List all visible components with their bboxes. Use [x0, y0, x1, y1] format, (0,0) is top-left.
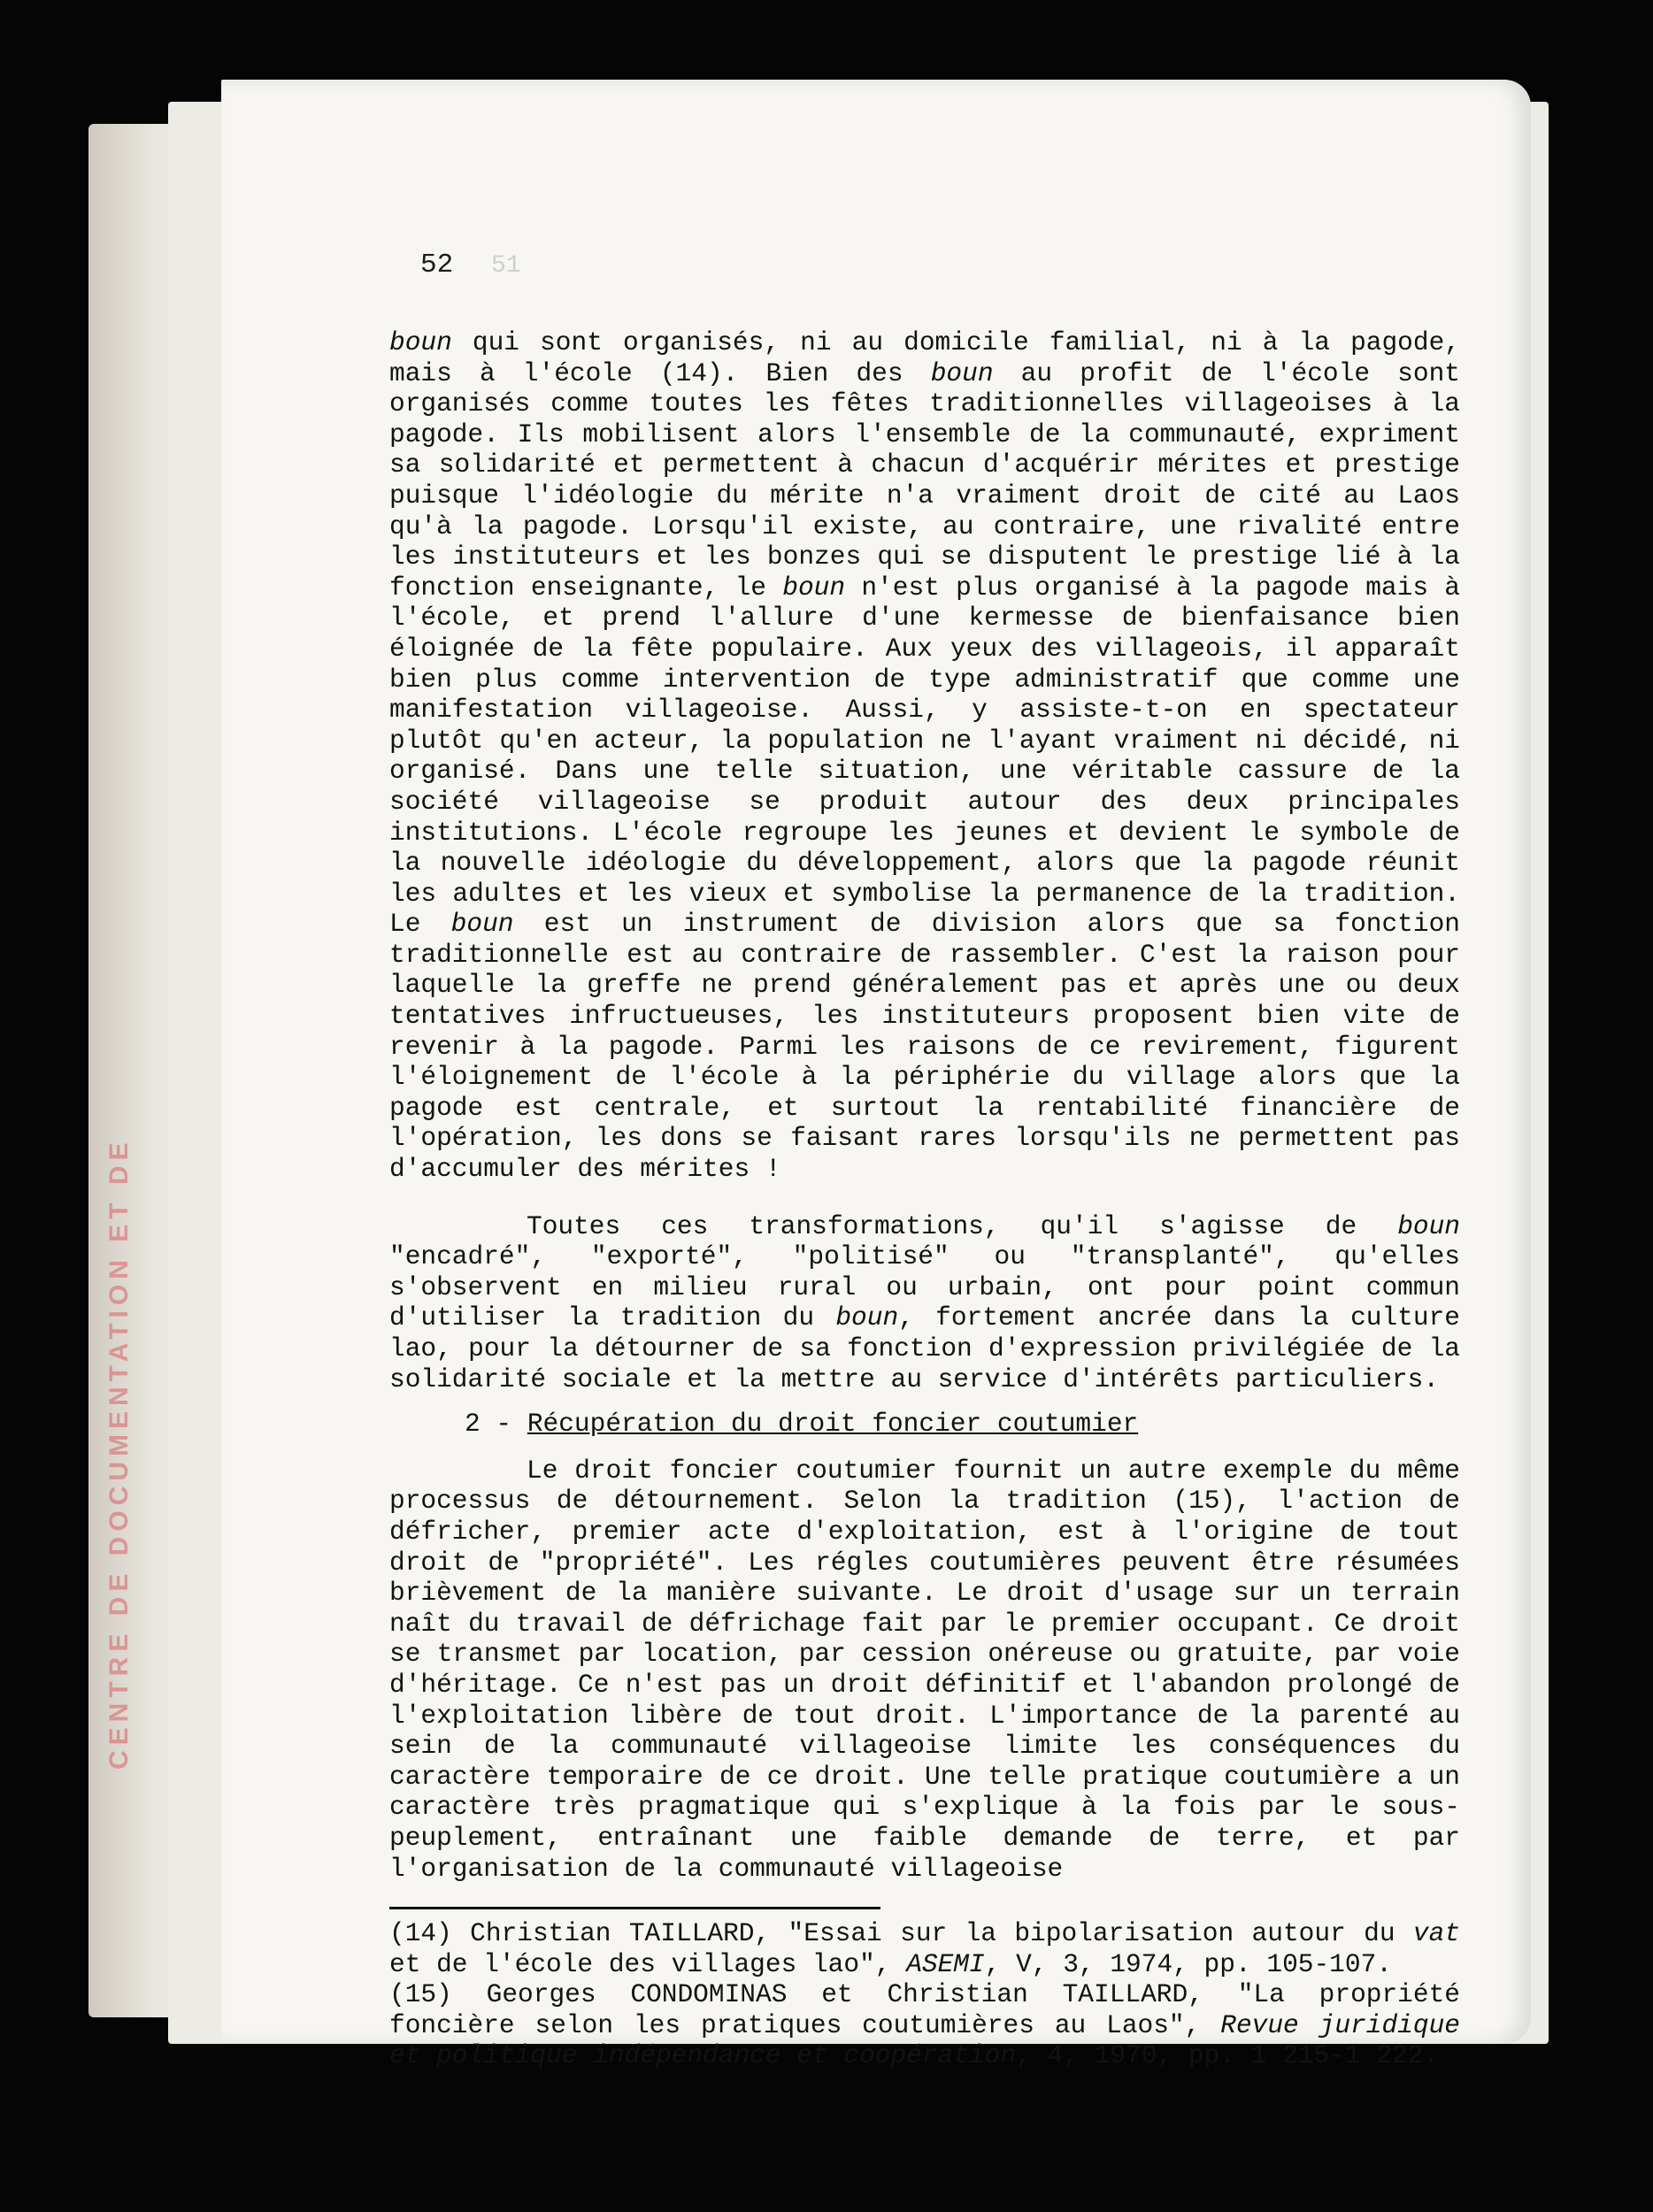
italic-term: boun — [782, 572, 846, 603]
bleed-through-page-number: 51 — [491, 252, 521, 280]
text-run: et de l'école des villages lao", — [389, 1948, 907, 1979]
text-run: n'est plus organisé à la pagode mais à l'école, et prend l'allure d'une kermesse de bienfaisance bien éloignée de la fête populaire. Aux yeux des villageois, il apparaît bien plus comme intervention de type administratif que comme une manifestation villageoise. Aussi, y assiste-t-on en spectateur plutôt qu'en acteur, la population ne l'ayant vraiment ni décidé, ni organisé. Dans une telle situation, une véritable cassure de la société villageoise se produit autour des deux principales institutions. L'école regroupe les jeunes et devient le symbole de la nouvelle idéologie du développement, alors que la pagode réunit les adultes et les vieux et symbolise la permanence de la tradition. Le — [389, 572, 1460, 940]
text-run: , fortement ancrée dans la culture lao, pour la détourner de sa fonction d'expression privilégiée de la solidarité sociale et la mettre au service d'intérêts particuliers. — [389, 1302, 1460, 1394]
text-run: au profit de l'école sont organisés comme toutes les fêtes traditionnelles villageoises à la pagode. Ils mobilisent alors l'ensemble de la communauté, expriment sa solidarité et permettent à chacun d'acquérir mérites et prestige puisque l'idéologie du mérite n'a vraiment droit de cité au Laos qu'à la pagode. Lorsqu'il existe, au contraire, une rivalité entre les instituteurs et les bonzes qui se disputent le prestige lié à la fonction enseignante, le — [389, 357, 1460, 603]
text-run: qui sont organisés, ni au domicile familial, ni à la pagode, mais à l'école (14). Bien des — [389, 327, 1460, 388]
paragraph-2 — [389, 1211, 1460, 1395]
footnote-14 — [389, 1918, 1460, 1979]
italic-term: vat — [1412, 1918, 1460, 1949]
italic-term: boun — [835, 1302, 899, 1333]
paragraph-3: Le droit foncier coutumier fournit un autre exemple du même processus de détournement. Selon la tradition (15), l'action de défricher, premier acte d'exploitation, est à l'origine de tout droit de "propriété". Les régles coutumières peuvent être résumées brièvement de la manière suivante. Le droit d'usage sur un terrain naît du travail de défrichage fait par le premier occupant. Ce droit se transmet par location, par cession onéreuse ou gratuite, par voie d'héritage. Ce n'est pas un droit définitif et l'abandon prolongé de l'exploitation libère de tout droit. L'importance de la parenté au sein de la communauté villageoise limite les conséquences du caractère temporaire de ce droit. Une telle pratique coutumière a un caractère très pragmatique qui s'explique à la fois par le sous-peuplement, entraînant une faible demande de terre, et par l'organisation de la communauté villageoise — [389, 1455, 1460, 1884]
italic-term: boun — [389, 327, 452, 357]
italic-term: boun — [1397, 1210, 1460, 1241]
page-number: 52 — [420, 250, 454, 280]
text-run: Toutes ces transformations, qu'il s'agisse de — [527, 1210, 1398, 1241]
italic-term: ASEMI — [906, 1948, 985, 1979]
page-content — [389, 327, 1460, 2071]
footnote-15 — [389, 1979, 1460, 2071]
italic-term: Revue juridique et politique indépendance et coopération — [389, 2009, 1460, 2071]
italic-term: boun — [930, 357, 994, 388]
section-title: Récupération du droit foncier coutumier — [527, 1409, 1139, 1440]
text-run: , 4, 1970, pp. 1 215-1 222. — [1016, 2040, 1440, 2071]
footnote-separator — [389, 1907, 880, 1909]
footnotes — [389, 1918, 1460, 2071]
text-run: "encadré", "exporté", "politisé" ou "transplanté", qu'elles s'observent en milieu rural ou urbain, ont pour point commun d'utiliser la tradition du — [389, 1241, 1460, 1333]
text-run: est un instrument de division alors que sa fonction traditionnelle est au contraire de rassembler. C'est la raison pour laquelle la greffe ne prend généralement pas et après une ou deux tentatives infructueuses, les instituteurs proposent bien vite de revenir à la pagode. Parmi les raisons de ce revirement, figurent l'éloignement de l'école à la périphérie du village alors que la pagode est centrale, et surtout la rentabilité financière de l'opération, les dons se faisant rares lorsqu'ils ne permettent pas d'accumuler des mérites ! — [389, 909, 1460, 1185]
text-run: (14) Christian TAILLARD, "Essai sur la bipolarisation autour du — [389, 1918, 1413, 1949]
paragraph-1 — [389, 327, 1460, 1185]
library-stamp: CENTRE DE DOCUMENTATION ET DE — [104, 1137, 134, 1770]
text-run: , V, 3, 1974, pp. 105-107. — [984, 1948, 1392, 1979]
section-number: 2 - — [465, 1409, 527, 1440]
italic-term: boun — [450, 909, 514, 940]
text-run: (15) Georges CONDOMINAS et Christian TAILLARD, "La propriété foncière selon les pratiques coutumières au Laos", — [389, 1979, 1460, 2040]
section-heading — [465, 1409, 1460, 1440]
